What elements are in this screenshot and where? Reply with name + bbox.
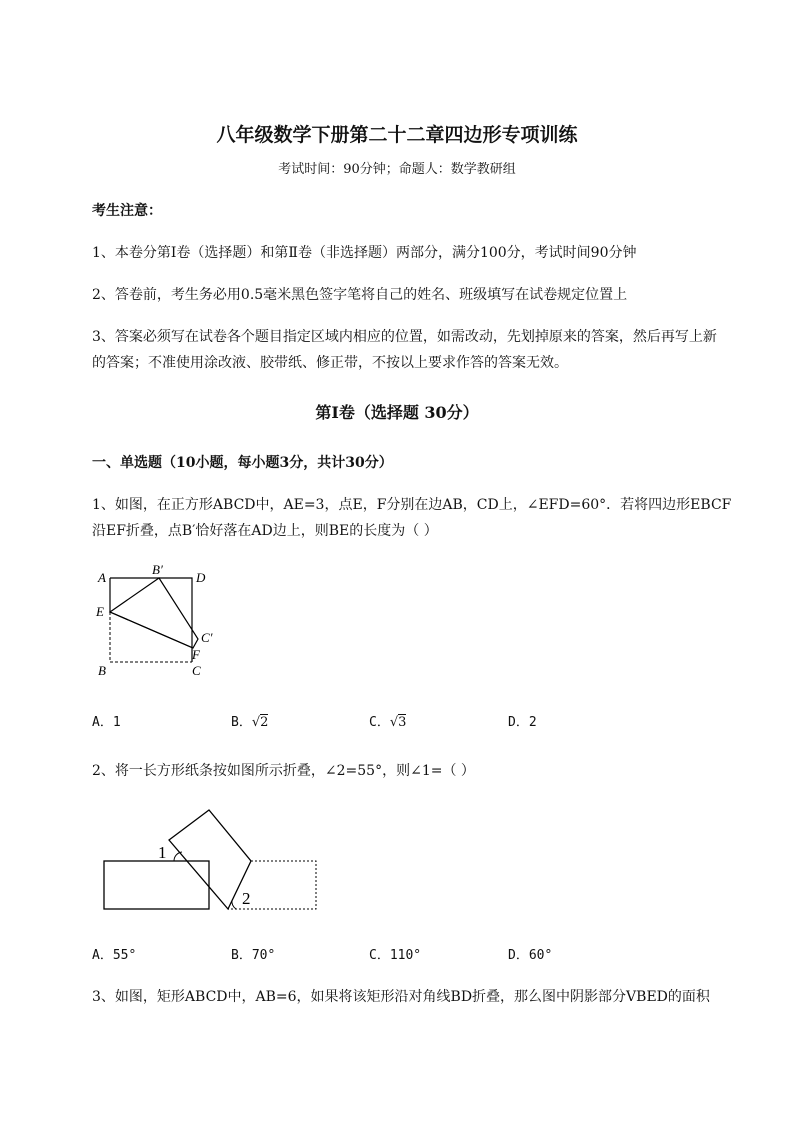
label-c-prime: C′	[201, 630, 213, 645]
notice-item-2: 2、答卷前，考生务必用0.5毫米黑色签字笔将自己的姓名、班级填写在试卷规定位置上	[92, 287, 628, 303]
part-heading: 一、单选题（10小题，每小题3分，共计30分）	[92, 455, 393, 471]
label-b: B	[98, 663, 106, 678]
folded-quadrilateral	[110, 578, 198, 648]
question-2-line-1: 2、将一长方形纸条按如图所示折叠，∠2=55°，则∠1=（ ）	[92, 763, 475, 779]
q2-option-b: B．70°	[231, 948, 276, 963]
folded-edges-dashed	[110, 612, 192, 662]
exam-subtitle: 考试时间：90分钟；命题人：数学教研组	[278, 162, 516, 177]
page-title: 八年级数学下册第二十二章四边形专项训练	[216, 124, 578, 146]
q2-option-a: A．55°	[92, 948, 137, 963]
label-f: F	[192, 647, 200, 662]
question-3-line-1: 3、如图，矩形ABCD中，AB=6，如果将该矩形沿对角线BD折叠，那么图中阴影部分VBED的面积	[92, 989, 710, 1005]
square-solid-edges	[110, 578, 192, 662]
question-1-line-1: 1、如图，在正方形ABCD中，AE=3，点E，F分别在边AB，CD上，∠EFD=60°．若将四边形EBCF	[92, 497, 732, 513]
question-1-figure	[92, 562, 232, 682]
folded-part	[169, 810, 251, 909]
question-1-line-2: 沿EF折叠，点B′恰好落在AD边上，则BE的长度为（ ）	[92, 523, 438, 539]
notice-item-3: 3、答案必须写在试卷各个题目指定区域内相应的位置，如需改动，先划掉原来的答案，然后再写上新	[92, 329, 717, 345]
question-2-figure	[96, 800, 326, 920]
section-title: 第I卷（选择题 30分）	[315, 403, 479, 422]
sqrt-sign-icon: √	[389, 715, 399, 730]
q1-option-a: A．1	[92, 715, 121, 730]
q2-option-d: D．60°	[508, 948, 553, 963]
label-a: A	[98, 570, 106, 585]
notice-item-3-cont: 的答案；不准使用涂改液、胶带纸、修正带，不按以上要求作答的答案无效。	[92, 355, 568, 371]
q1-option-c	[369, 711, 406, 730]
label-angle-2: 2	[242, 889, 251, 908]
notice-item-1: 1、本卷分第I卷（选择题）和第Ⅱ卷（非选择题）两部分，满分100分，考试时间90分钟	[92, 245, 637, 261]
label-d: D	[196, 570, 206, 585]
q2-option-c: C．110°	[369, 948, 422, 963]
fold-line-ef	[110, 612, 193, 648]
sqrt-sign-icon: √	[251, 715, 261, 730]
q1-option-c-radicand: 3	[398, 715, 407, 730]
q1-option-b	[231, 711, 268, 730]
notice-heading: 考生注意：	[92, 203, 162, 219]
label-angle-1: 1	[158, 843, 167, 862]
q1-option-b-prefix: B．	[231, 715, 252, 730]
label-c: C	[192, 663, 201, 678]
label-b-prime: B′	[152, 562, 163, 577]
angle-2-arc	[232, 900, 236, 909]
label-e: E	[96, 604, 104, 619]
q1-option-b-radicand: 2	[260, 715, 269, 730]
q1-option-c-prefix: C．	[369, 715, 390, 730]
q1-option-d: D．2	[508, 715, 537, 730]
